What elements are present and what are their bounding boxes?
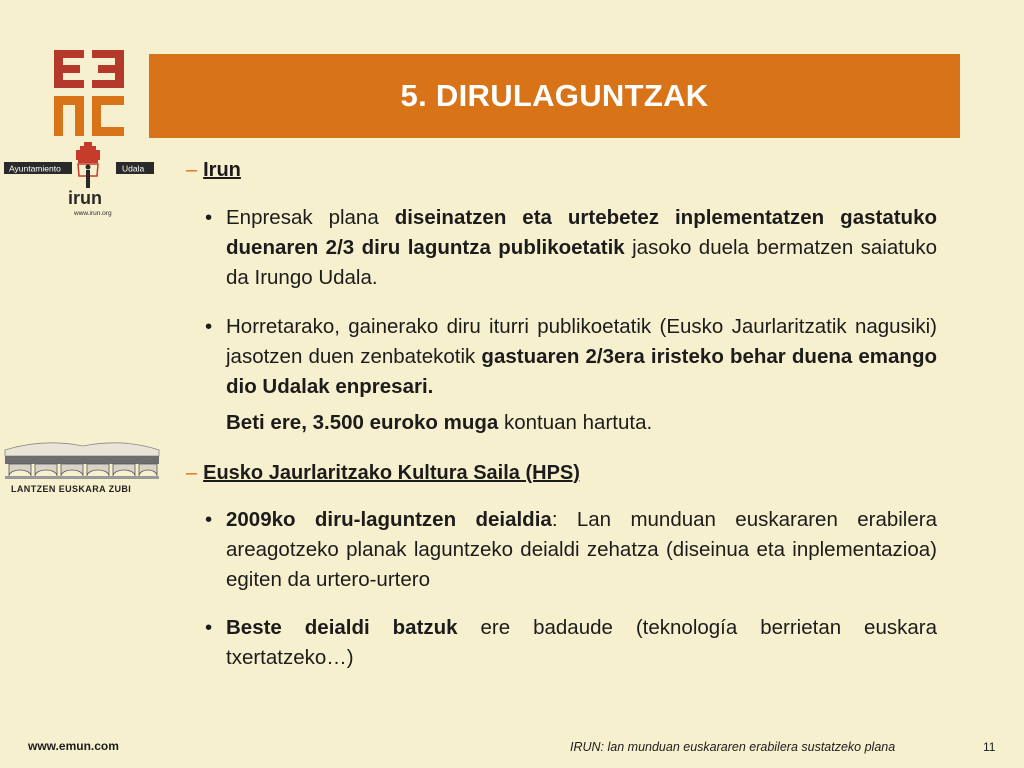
dash-marker: – [186, 159, 198, 181]
bullet-item [205, 505, 937, 595]
footer-caption: IRUN: lan munduan euskararen erabilera sustatzeko plana [570, 740, 896, 754]
emun-logo [54, 50, 124, 136]
text-run: Enpresak plana [226, 206, 395, 229]
text-run-bold: 2009ko diru-laguntzen deialdia [226, 508, 552, 531]
irun-logo-left-text: Ayuntamiento [9, 163, 61, 174]
section-heading-irun [186, 159, 241, 182]
footer-website: www.emun.com [28, 739, 119, 753]
bullet-dot: • [205, 206, 213, 229]
irun-logo-right-text: Udala [122, 163, 145, 174]
irun-logo-name: irun [68, 188, 102, 208]
text-run: : Lan munduan euskararen erabilera areagotzeko planak laguntzeko deialdi zehatza (diseinua eta inplementazioa) egiten da urtero-urtero [226, 508, 937, 591]
bullet-text [226, 312, 937, 402]
text-run-bold: Beste deialdi batzuk [226, 616, 458, 639]
text-run: ere badaude (teknología berrietan euskara txertatzeko…) [226, 616, 937, 669]
bullet-continuation [226, 408, 937, 438]
bullet-text [226, 203, 937, 293]
lantzen-logo [3, 436, 161, 496]
bullet-dot: • [205, 315, 213, 338]
bullet-item [205, 203, 937, 293]
text-run: kontuan hartuta. [498, 411, 653, 434]
bullet-dot: • [205, 616, 213, 639]
dash-marker: – [186, 462, 198, 484]
section-heading-kultura [186, 462, 580, 485]
bullet-item [205, 613, 937, 673]
lantzen-logo-text: LANTZEN EUSKARA ZUBI [11, 484, 132, 494]
bullet-text [226, 505, 937, 595]
bullet-item [205, 312, 937, 438]
irun-logo [4, 142, 154, 222]
text-run: jasoko duela bermatzen saiatuko da Irungo Udala. [226, 236, 937, 289]
bullet-text [226, 613, 937, 673]
bullet-dot: • [205, 508, 213, 531]
section-heading-text: Irun [203, 159, 241, 181]
slide-title: 5. DIRULAGUNTZAK [400, 78, 709, 113]
section-heading-text: Eusko Jaurlaritzako Kultura Saila (HPS) [203, 462, 580, 484]
text-run-bold: gastuaren 2/3era iristeko behar duena emango dio Udalak enpresari. [226, 345, 937, 398]
page-number: 11 [983, 740, 996, 754]
text-run: Horretarako, gainerako diru iturri publikoetatik (Eusko Jaurlaritzatik nagusiki) jasotzen duen zenbatekotik [226, 315, 937, 368]
text-run-bold: Beti ere, 3.500 euroko muga [226, 411, 499, 434]
text-run-bold: diseinatzen eta urtebetez inplementatzen gastatuko duenaren 2/3 diru laguntza publikoetatik [226, 206, 937, 259]
irun-logo-url: www.irun.org [74, 210, 112, 217]
title-bar [149, 54, 960, 138]
